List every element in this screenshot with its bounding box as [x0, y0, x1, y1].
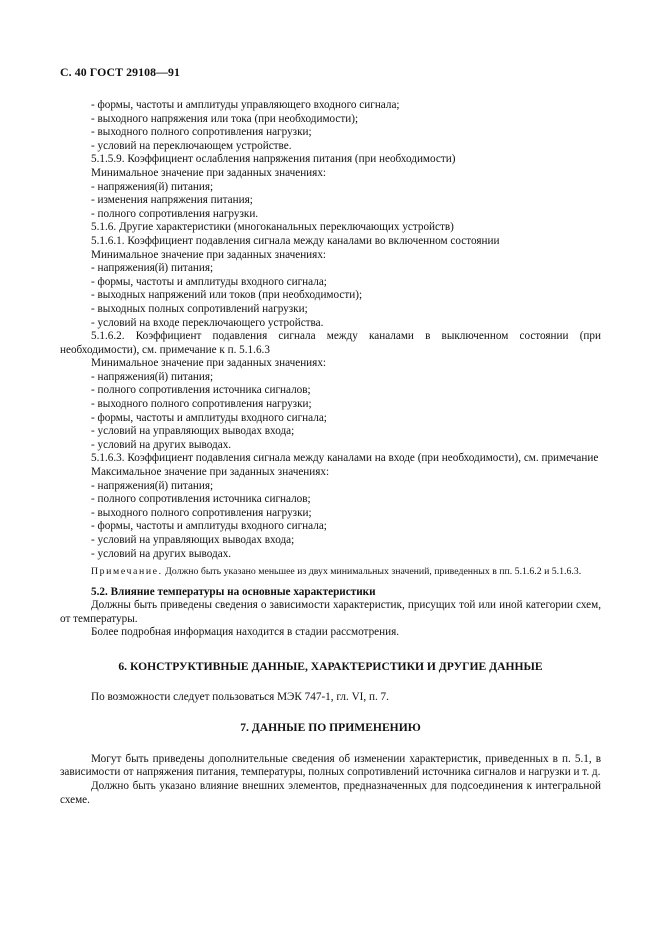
text-line: - условий на управляющих выводах входа;	[91, 425, 295, 438]
text-line: - формы, частоты и амплитуды входного сигнала;	[91, 411, 327, 424]
page-body	[60, 99, 601, 807]
text-line: - выходных напряжений или токов (при необходимости);	[91, 289, 363, 302]
text-line: - полного сопротивления источника сигналов;	[91, 493, 311, 506]
text-line: - условий на переключающем устройстве.	[91, 139, 292, 152]
text-line: - напряжения(й) питания;	[91, 370, 214, 383]
text-line: - выходного полного сопротивления нагрузки;	[91, 398, 312, 411]
text-line: - полного сопротивления источника сигналов;	[91, 384, 311, 397]
text-line: Минимальное значение при заданных значениях:	[91, 166, 327, 179]
section-7-paragraph: Должно быть указано влияние внешних элементов, предназначенных для подсоединения к интегральной схеме.	[60, 780, 601, 806]
page-header: С. 40 ГОСТ 29108—91	[60, 65, 181, 79]
list-block-b	[60, 357, 601, 452]
list-block-a	[60, 99, 601, 330]
section-6-paragraph: По возможности следует пользоваться МЭК 747-1, гл. VI, п. 7.	[91, 690, 389, 703]
list-block-c	[60, 466, 601, 561]
text-line: - изменения напряжения питания;	[91, 194, 253, 207]
section-7-heading: 7. ДАННЫЕ ПО ПРИМЕНЕНИЮ	[240, 721, 421, 735]
text-line: - выходных полных сопротивлений нагрузки;	[91, 302, 308, 315]
text-line: Максимальное значение при заданных значениях:	[91, 466, 330, 479]
text-line: - напряжения(й) питания;	[91, 479, 214, 492]
text-line: - полного сопротивления нагрузки.	[91, 207, 259, 220]
text-line: - условий на других выводах.	[91, 438, 232, 451]
section-7-paragraph: Могут быть приведены дополнительные сведения об изменении характеристик, приведенных в п. 5.1, в зависимости от напряжения питания, температуры, полных сопротивлений источника сигналов и нагрузки и т. д.	[60, 752, 601, 779]
clause-5-1-6-3: 5.1.6.3. Коэффициент подавления сигнала между каналами на входе (при необходимости), см. примечание	[91, 452, 599, 465]
text-line: - формы, частоты и амплитуды входного сигнала;	[91, 520, 327, 533]
clause-5-1-5-9: 5.1.5.9. Коэффициент ослабления напряжения питания (при необходимости)	[91, 153, 456, 166]
text-line: - условий на управляющих выводах входа;	[91, 534, 295, 546]
section-5-2-title: 5.2. Влияние температуры на основные характеристики	[91, 585, 376, 598]
note	[60, 566, 601, 579]
clause-5-1-6: 5.1.6. Другие характеристики (многоканальных переключающих устройств)	[91, 221, 454, 234]
text-line: - выходного полного сопротивления нагрузки;	[91, 126, 312, 139]
text-line: - условий на входе переключающего устройства.	[91, 316, 324, 329]
text-line: - выходного полного сопротивления нагрузки;	[91, 506, 312, 519]
text-line: Минимальное значение при заданных значениях:	[91, 248, 327, 261]
text-line: - выходного напряжения или тока (при необходимости);	[91, 112, 359, 125]
text-line: Минимальное значение при заданных значениях:	[91, 357, 327, 370]
text-line: - напряжения(й) питания;	[91, 262, 214, 275]
clause-5-1-6-1: 5.1.6.1. Коэффициент подавления сигнала между каналами во включенном состоянии	[91, 234, 500, 247]
text-line: - условий на других выводах.	[91, 547, 232, 560]
text-line: - формы, частоты и амплитуды управляющего входного сигнала;	[91, 99, 400, 111]
text-line: - формы, частоты и амплитуды входного сигнала;	[91, 275, 327, 288]
section-5-2-paragraph: Более подробная информация находится в стадии рассмотрения.	[91, 626, 400, 639]
section-5-2-paragraph: Должны быть приведены сведения о зависимости характеристик, присущих той или иной категории схем, от температуры.	[60, 599, 601, 625]
note-text: Должно быть указано меньшее из двух минимальных значений, приведенных в пп. 5.1.6.2 и 5.1.6.3.	[162, 566, 582, 578]
note-label: Примечание.	[91, 566, 163, 578]
clause-5-1-6-2: 5.1.6.2. Коэффициент подавления сигнала между каналами в выключенном состоянии (при необходимости), см. примечание к п. 5.1.6.3	[60, 330, 601, 356]
text-line: - напряжения(й) питания;	[91, 180, 214, 193]
section-6-heading: 6. КОНСТРУКТИВНЫЕ ДАННЫЕ, ХАРАКТЕРИСТИКИ И ДРУГИЕ ДАННЫЕ	[118, 660, 543, 674]
